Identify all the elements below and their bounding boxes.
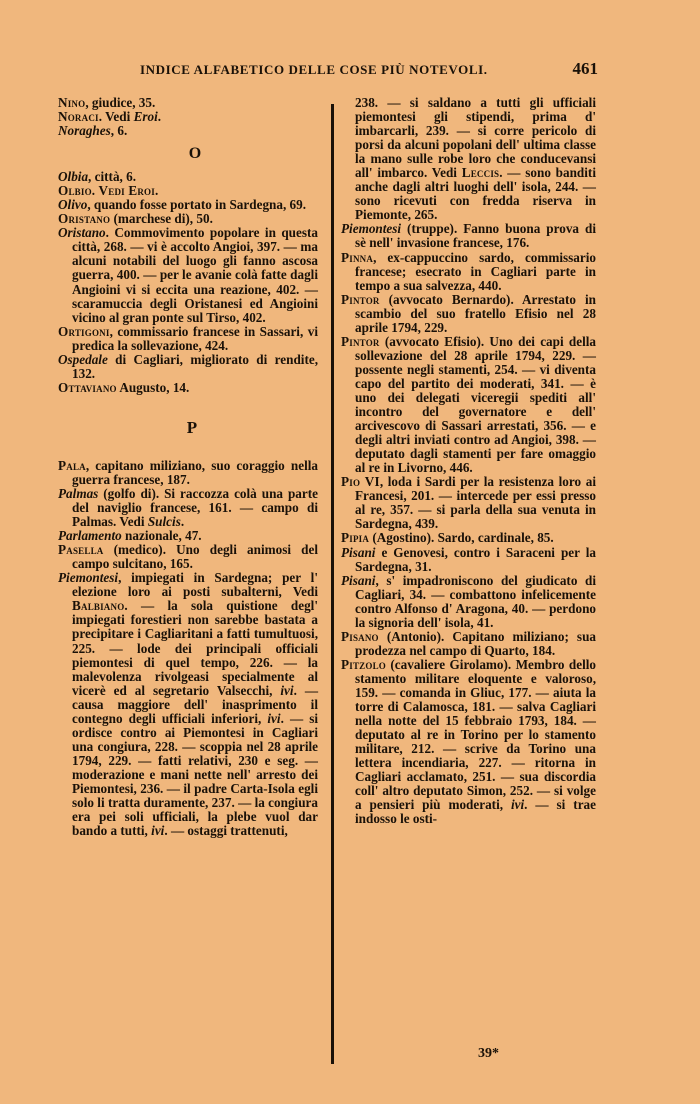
index-entry-oristano [58, 226, 318, 324]
entry-text: . — ostaggi trattenuti, [164, 823, 288, 839]
index-entry-noraghes [58, 124, 318, 138]
index-entry-pisano [341, 630, 596, 658]
entry-text: . — sono banditi anche dagli altri luoghi dell' isola, 244. — sono ricevuti con fredda riserva in Piemonte, 265. [355, 165, 596, 223]
index-entry-pio-vi [341, 475, 596, 531]
entry-text: (truppe). Fanno buona prova di sè nell' invasione francese, 176. [355, 221, 596, 251]
entry-head: Piemontesi [341, 221, 402, 237]
entry-head: Pintor [341, 291, 380, 307]
index-entry-palmas [58, 487, 318, 529]
entry-head: Oristano [58, 211, 111, 227]
entry-text: . Commovimento popolare in questa città, 268. — vi è accolto Angioi, 397. — ma alcuni notabili del luogo gli fanno ascosa guerra, 400. — per le avanie colà fatte dagli Angioini vi si eccita una reazione, 402. — scaramuccia degli Oristanesi ed Angioini vicino al gran ponte sul Tirso, 402. [72, 225, 318, 325]
entry-head: Pinna [341, 249, 374, 265]
entry-reference: Balbiano [72, 598, 125, 614]
entry-head: Parlamento [58, 528, 122, 544]
column-rule [331, 104, 334, 1064]
entry-head: Ospedale [58, 351, 108, 367]
entry-text: Augusto, 14. [116, 379, 190, 395]
index-entry-ottaviano [58, 381, 318, 395]
index-entry-piemontesi-continued [341, 96, 596, 222]
index-entry-parlamento [58, 529, 318, 543]
index-entry-pitzolo [341, 658, 596, 827]
entry-text: nazionale, 47. [121, 528, 202, 544]
running-title: INDICE ALFABETICO DELLE COSE PIÙ NOTEVOLI. [140, 62, 488, 77]
entry-ivi: ivi [280, 682, 294, 698]
entry-text: , impiegati in Sardegna; per l' elezione loro ai posti subalterni, Vedi [72, 570, 318, 600]
entry-ivi: ivi [510, 797, 525, 813]
index-entry-ortigoni [58, 325, 318, 353]
index-entry-pisani-cagliari [341, 574, 596, 630]
entry-text: . — causa maggiore dell' inasprimento il contegno degli ufficiali inferiori, [72, 682, 319, 726]
entry-ivi: ivi [267, 710, 281, 726]
entry-text: , commissario francese in Sassari, vi predica la sollevazione, 424. [72, 323, 318, 353]
entry-text: (Agostino). Sardo, cardinale, 85. [369, 530, 554, 546]
entry-text: . — si trae indosso le osti- [355, 797, 596, 827]
entry-head: Oristano [58, 225, 106, 241]
entry-reference: Leccis [461, 165, 500, 181]
index-entry-olbio [58, 184, 318, 198]
entry-head: Piemontesi [58, 570, 119, 586]
left-column [58, 96, 318, 838]
entry-text: . — si ordisce contro ai Piemontesi in Cagliari una congiura, 228. — scoppia nel 28 aprile 1794, 229. — fatti relativi, 230 e seg. — moderazione e mani nette nell' arresto dei Piemontesi, 236. — il padre Carta-Isola egli solo li tratta duramente, 237. — la congiura era pei soli ufficiali, la plebe vuol dar bando a tutti, [72, 710, 319, 839]
entry-text: 238. — si saldano a tutti gli ufficiali piemontesi gli stipendi, prima d' imbarcarli, 239. — si corre pericolo di porsi da alcuni popolani dell' ultima classe la mano sulle robe loro che conducevansi all' imbarco. Vedi [355, 95, 596, 181]
entry-text: . [157, 109, 162, 125]
section-letter-p: P [186, 417, 198, 437]
entry-text: , città, 6. [88, 169, 137, 185]
index-entry-olivo [58, 198, 318, 212]
entry-head: Olbio [58, 183, 92, 199]
entry-head: Ortigoni [58, 323, 110, 339]
index-entry-pinna [341, 251, 596, 293]
entry-head: Noraci [58, 109, 99, 125]
entry-head: Pisani [341, 572, 376, 588]
index-entry-piemontesi-truppe [341, 222, 596, 250]
entry-reference: Sulcis [147, 514, 181, 530]
index-entry-pipia [341, 531, 596, 545]
entry-text: (medico). Uno degli animosi del campo sulcitano, 165. [72, 542, 318, 572]
entry-text: (avvocato Bernardo). Arrestato in scambio del suo fratello Efisio nel 28 aprile 1794, 229. [355, 291, 596, 335]
entry-text: . Vedi [98, 109, 134, 125]
index-entry-ospedale [58, 353, 318, 381]
entry-text: , quando fosse portato in Sardegna, 69. [87, 197, 307, 213]
entry-text: , ex-cappuccino sardo, commissario francese; esecrato in Cagliari parte in tempo a sua salvezza, 440. [355, 249, 596, 293]
index-entry-pintor-efisio [341, 335, 596, 475]
index-entry-piemontesi [58, 571, 318, 838]
entry-text: (Antonio). Capitano miliziano; sua prodezza nel campo di Quarto, 184. [355, 628, 596, 658]
entry-text: , capitano miliziano, suo coraggio nella guerra francese, 187. [72, 457, 318, 487]
entry-text: . [180, 514, 185, 530]
entry-text: . Vedi Eroi. [91, 183, 159, 199]
signature-mark: 39* [478, 1046, 499, 1061]
index-entry-olbia [58, 170, 318, 184]
entry-head: Pala [58, 457, 86, 473]
entry-head: Pisani [341, 544, 376, 560]
section-letter-o: O [188, 145, 202, 163]
entry-text: (marchese di), 50. [110, 211, 213, 227]
entry-head: Pio VI [341, 474, 380, 490]
entry-text: . — la sola quistione degl' impiegati forestieri non sarebbe bastata a precipitare i Cagliaritani a fatti tumultuosi, 225. — lode dei principali officiali piemontesi di quel tempo, 226. — la malevolenza rivolgeasi specialmente al vicerè ed al segretario Valsecchi, [72, 598, 318, 698]
entry-head: Palmas [58, 485, 99, 501]
entry-text: di Cagliari, migliorato di rendite, 132. [72, 351, 318, 381]
index-entry-oristano-marchese [58, 212, 318, 226]
entry-text: e Genovesi, contro i Saraceni per la Sardegna, 31. [355, 544, 596, 574]
entry-text: , 6. [110, 123, 128, 139]
entry-text: , giudice, 35. [85, 95, 156, 110]
index-entry-pala [58, 459, 318, 487]
entry-text: , s' impadroniscono del giudicato di Cagliari, 34. — combattono infelicemente contro Alfonso d' Aragona, 40. — perdono la signoria dell' isola, 41. [355, 572, 596, 630]
entry-head: Noraghes [58, 123, 111, 139]
entry-ivi: ivi [151, 823, 165, 839]
index-entry-pintor-bernardo [341, 293, 596, 335]
entry-head: Pitzolo [341, 656, 386, 672]
entry-head: Nino [58, 95, 86, 110]
index-entry-nino [58, 96, 318, 110]
entry-head: Pipia [341, 530, 370, 546]
entry-head: Ottaviano [58, 379, 117, 395]
index-entry-pisani [341, 546, 596, 574]
right-column [341, 96, 596, 826]
entry-reference: Eroi [133, 109, 158, 125]
index-entry-pasella [58, 543, 318, 571]
entry-text: (avvocato Efisio). Uno dei capi della sollevazione del 28 aprile 1794, 229. — possente negli stamenti, 254. — vi diventa capo del partito dei moderati, 341. — è uno dei delegati viceregii spediti all' incontro del governatore e dell' arcivescovo di Sassari arrestati, 356. — e degli altri inviati contro ad Angioi, 398. — deputato dagli stamenti per fare omaggio al re in Livorno, 446. [355, 333, 596, 476]
entry-text: (cavaliere Girolamo). Membro dello stamento militare eloquente e valoroso, 159. — comanda in Gliuc, 177. — aiuta la torre di Calamosca, 181. — salva Cagliari nella notte del 15 febbraio 1793, 184. — deputato al re in Torino per lo stamento militare, 212. — scrive da Torino una lettera incendiaria, 227. — ritorna in Cagliari acclamato, 251. — sua discordia coll' altro deputato Simon, 252. — si volge a pensieri più moderati, [355, 656, 596, 813]
entry-head: Olbia [58, 169, 89, 185]
entry-text: (golfo di). Si raccozza colà una parte del naviglio francese, 161. — campo di Palmas. Vedi [72, 485, 318, 530]
entry-head: Olivo [58, 197, 88, 213]
index-entry-noraci [58, 110, 318, 124]
page-number: 461 [572, 59, 598, 78]
running-header [140, 59, 600, 84]
entry-head: Pintor [341, 333, 380, 349]
entry-head: Pisano [341, 628, 379, 644]
entry-text: , loda i Sardi per la resistenza loro ai Francesi, 201. — intercede per essi presso al re, 357. — si parla della sua venuta in Sardegna, 439. [355, 474, 596, 532]
entry-head: Pasella [58, 542, 104, 558]
